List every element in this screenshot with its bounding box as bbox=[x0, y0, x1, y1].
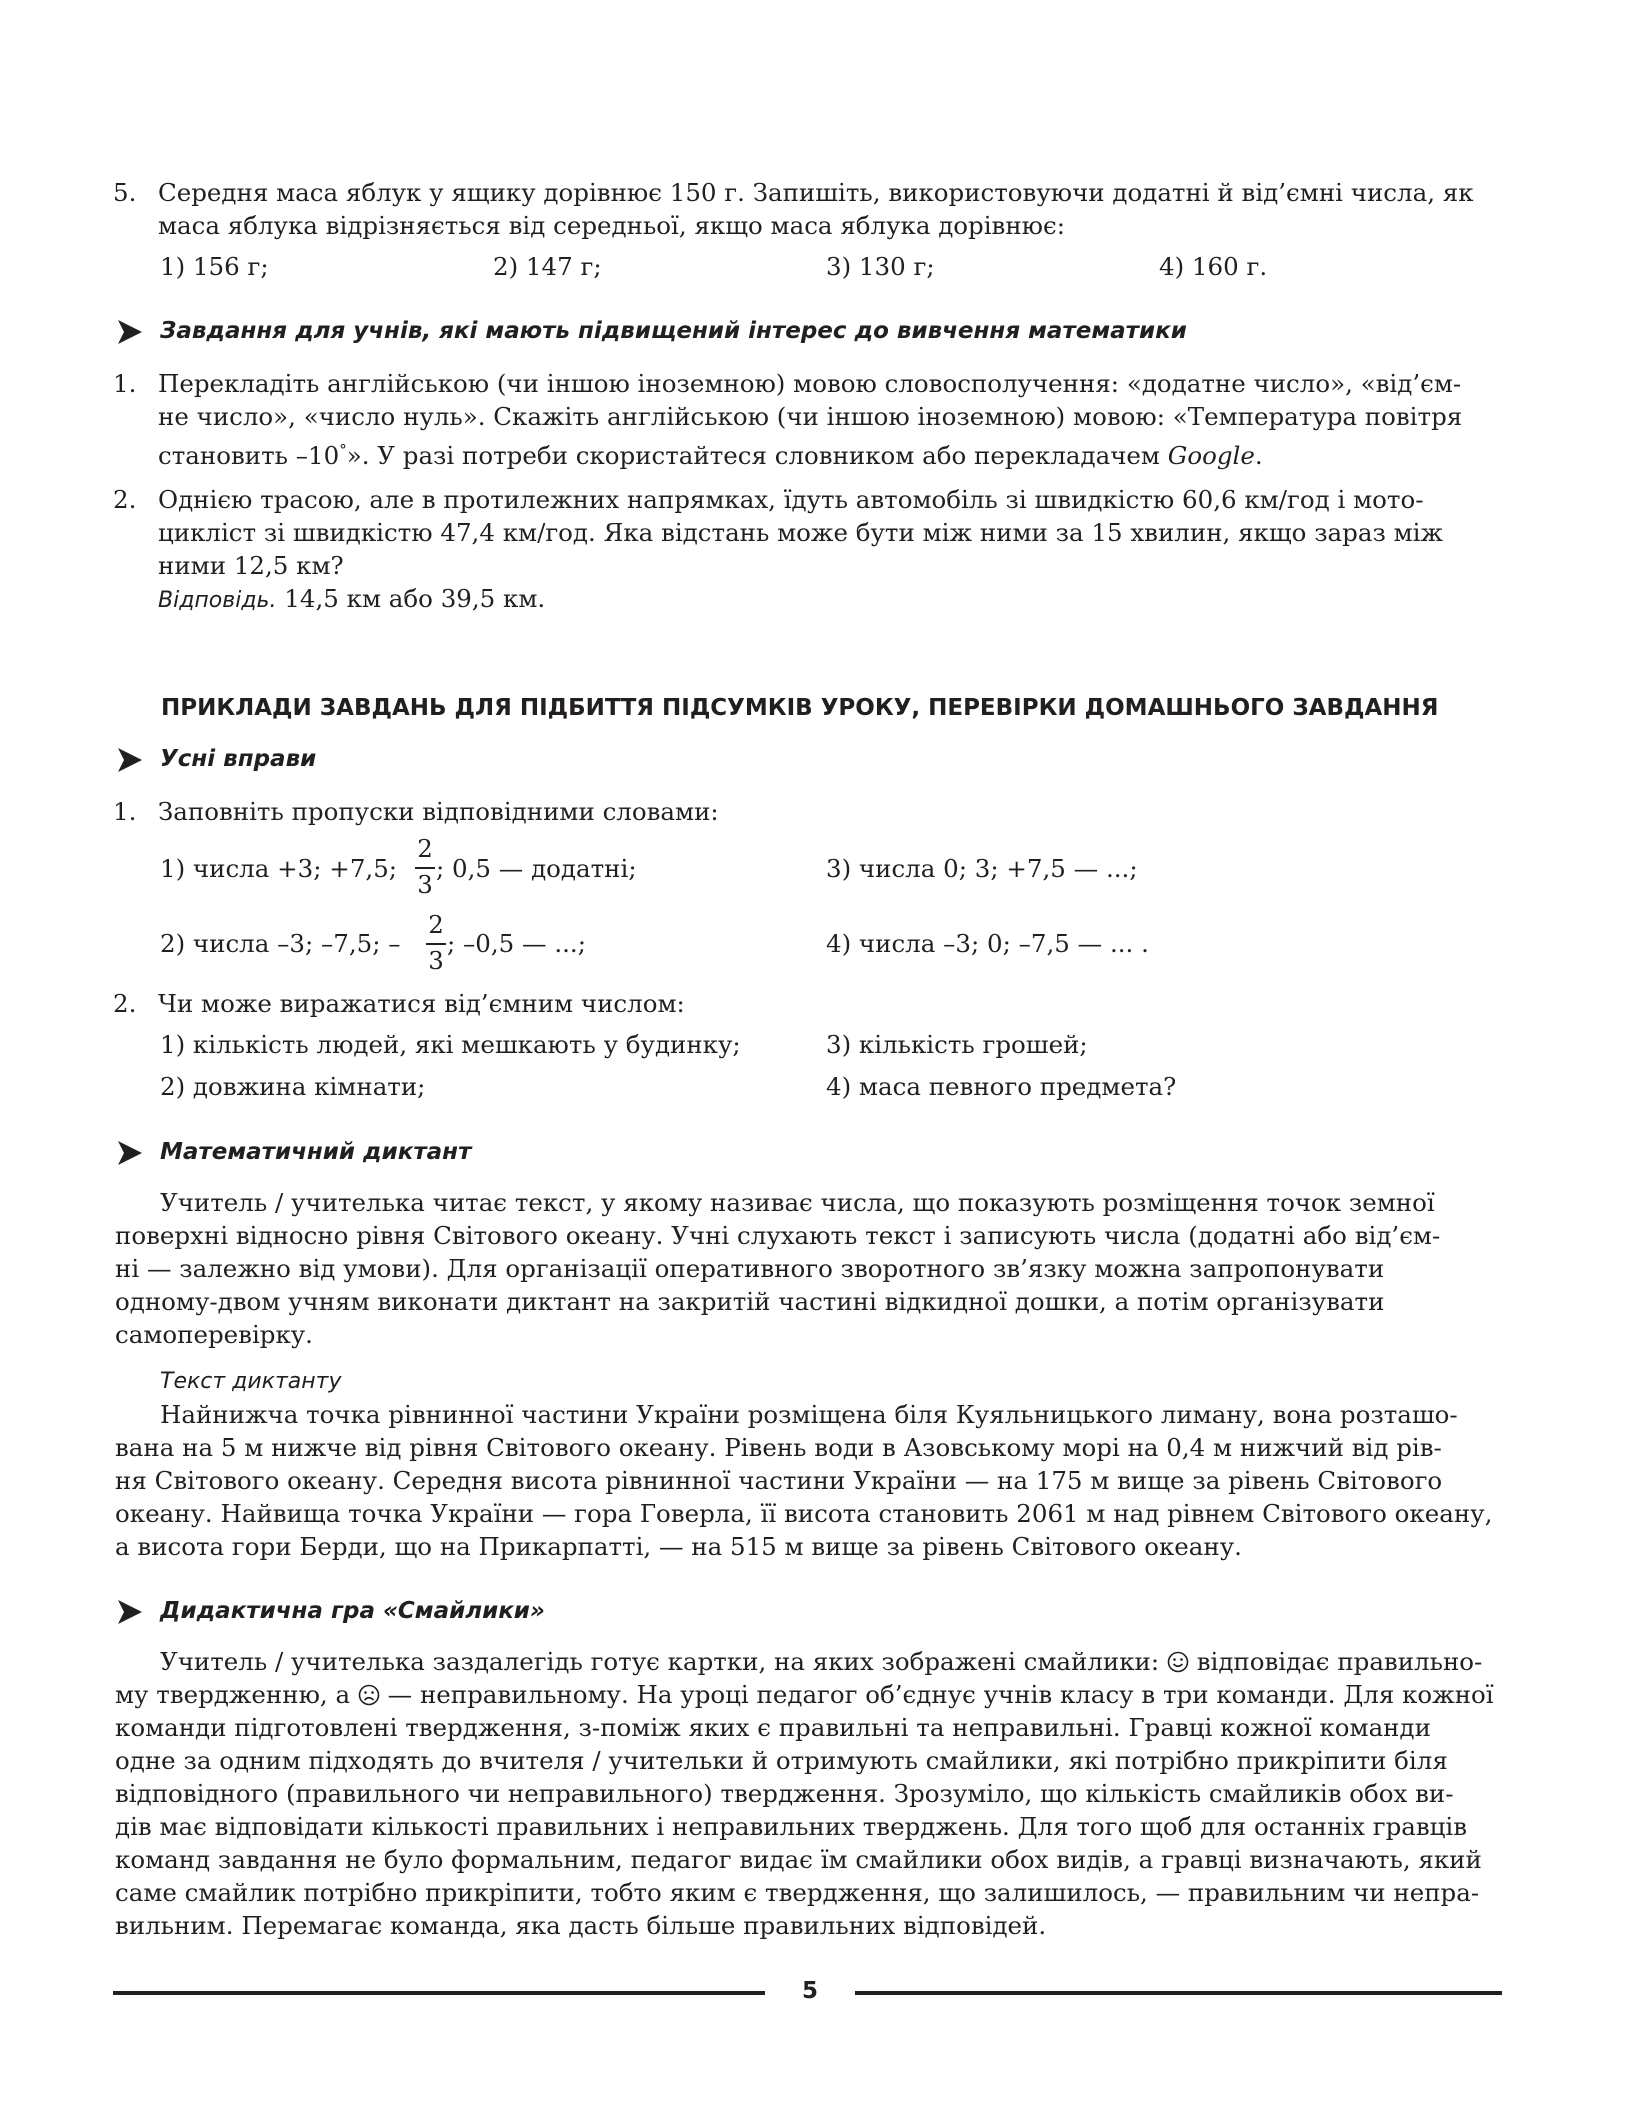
advanced-task1-line-2: не число», «число нуль». Скажіть англійською (чи іншою іноземною) мовою: «Температура повітря bbox=[158, 402, 1463, 431]
advanced-task1-line-3-text: ». У разі потреби скористайтеся словником або перекладачем bbox=[346, 441, 1168, 471]
game-paragraph-line: саме смайлик потрібно прикріпити, тобто яким є твердження, що залишилось, — правильним чи непра- bbox=[115, 1878, 1480, 1907]
arrow-bullet-icon bbox=[115, 317, 145, 347]
fraction-denominator: 3 bbox=[428, 946, 444, 975]
answer-text: 14,5 км або 39,5 км. bbox=[276, 584, 546, 613]
task5-option-4: 4) 160 г. bbox=[1159, 252, 1268, 281]
advanced-heading: Завдання для учнів, які мають підвищений інтерес до вивчення математики bbox=[160, 318, 1187, 344]
dictation-paragraph-line: ні — залежно від умови). Для організації оперативного зворотного зв’язку можна запропонувати bbox=[115, 1254, 1385, 1283]
temperature-text: становить –10 bbox=[158, 441, 340, 471]
oral-task2-item2: 2) довжина кімнати; bbox=[160, 1072, 426, 1101]
arrow-bullet-icon bbox=[115, 745, 145, 775]
game-paragraph-line: дів має відповідати кількості правильних і неправильних тверджень. Для того щоб для останніх гравців bbox=[115, 1812, 1468, 1841]
advanced-task2-line-2: цикліст зі швидкістю 47,4 км/год. Яка відстань може бути між ними за 15 хвилин, якщо зараз між bbox=[158, 518, 1444, 547]
fraction-denominator: 3 bbox=[417, 870, 433, 899]
page-number: 5 bbox=[801, 1978, 818, 2004]
fraction-numerator: 2 bbox=[428, 910, 444, 939]
fraction-numerator: 2 bbox=[417, 834, 433, 863]
fraction-bar bbox=[415, 867, 435, 869]
game-paragraph-line: одне за одним підходять до вчителя / учительки й отримують смайлики, які потрібно прикріпити біля bbox=[115, 1746, 1448, 1775]
game-paragraph-line: відповідного (правильного чи неправильного) твердження. Зрозуміло, що кількість смайликів обох ви- bbox=[115, 1779, 1454, 1808]
dictation-paragraph-line: Учитель / учителька читає текст, у якому називає числа, що показують розміщення точок земної bbox=[160, 1188, 1435, 1217]
oral-task2-text: Чи може виражатися від’ємним числом: bbox=[158, 989, 685, 1018]
dictation-text-title: Текст диктанту bbox=[160, 1369, 342, 1394]
game-paragraph-line: команд завдання не було формальним, педагог видає їм смайлики обох видів, а гравці визначають, який bbox=[115, 1845, 1482, 1874]
oral-task1-item1-b: ; 0,5 — додатні; bbox=[436, 854, 637, 883]
game-paragraph-line: команди підготовлені твердження, з-поміж яких є правильні та неправильні. Гравці кожної команди bbox=[115, 1713, 1431, 1742]
arrow-bullet-icon bbox=[115, 1597, 145, 1627]
oral-task1-item4: 4) числа –3; 0; –7,5 — ... . bbox=[826, 929, 1149, 958]
arrow-bullet-icon bbox=[115, 1138, 145, 1168]
oral-task1-number: 1. bbox=[113, 797, 137, 826]
oral-task1-text: Заповніть пропуски відповідними словами: bbox=[158, 797, 719, 826]
dictation-heading: Математичний диктант bbox=[160, 1139, 472, 1165]
dictation-text-line: Найнижча точка рівнинної частини України розміщена біля Куяльницького лиману, вона розташо- bbox=[160, 1400, 1458, 1429]
task5-option-3: 3) 130 г; bbox=[826, 252, 935, 281]
dictation-paragraph-line: самоперевірку. bbox=[115, 1320, 313, 1349]
answer-label: Відповідь. bbox=[158, 588, 277, 613]
advanced-task2-answer bbox=[158, 582, 545, 618]
dictation-text-line: а висота гори Берди, що на Прикарпатті, — на 515 м вище за рівень Світового океану. bbox=[115, 1532, 1242, 1561]
dictation-paragraph-line: одному-двом учням виконати диктант на закритій частині відкидної дошки, а потім організувати bbox=[115, 1287, 1385, 1316]
dictation-text-line: ня Світового океану. Середня висота рівнинної частини України — на 175 м вище за рівень Світового bbox=[115, 1466, 1443, 1495]
smiley-sad-icon bbox=[358, 1684, 380, 1706]
task5-number: 5. bbox=[113, 178, 137, 207]
task5-option-2: 2) 147 г; bbox=[493, 252, 602, 281]
game-paragraph-line bbox=[160, 1645, 1482, 1679]
dictation-paragraph-line: поверхні відносно рівня Світового океану. Учні слухають текст і записують числа (додатні або від’єм- bbox=[115, 1221, 1441, 1250]
oral-task2-item3: 3) кількість грошей; bbox=[826, 1030, 1088, 1059]
smiley-happy-icon bbox=[1167, 1651, 1189, 1673]
advanced-task1-number: 1. bbox=[113, 369, 137, 398]
game-paragraph-line bbox=[115, 1678, 1494, 1712]
game-heading: Дидактична гра «Смайлики» bbox=[160, 1598, 545, 1624]
task5-option-1: 1) 156 г; bbox=[160, 252, 269, 281]
advanced-task1-line-1: Перекладіть англійською (чи іншою іноземною) мовою словосполучення: «додатне число», «від’єм- bbox=[158, 369, 1462, 398]
dictation-text-line: вана на 5 м нижче від рівня Світового океану. Рівень води в Азовському морі на 0,4 м нижчий від рів- bbox=[115, 1433, 1442, 1462]
section-title: ПРИКЛАДИ ЗАВДАНЬ ДЛЯ ПІДБИТТЯ ПІДСУМКІВ УРОКУ, ПЕРЕВІРКИ ДОМАШНЬОГО ЗАВДАННЯ bbox=[161, 695, 1439, 721]
advanced-task1-line-3 bbox=[158, 433, 1263, 473]
footer-rule-left bbox=[113, 1991, 765, 1995]
footer-rule-right bbox=[855, 1991, 1502, 1995]
game-line-2-end: — неправильному. На уроці педагог об’єднує учнів класу в три команди. Для кожної bbox=[379, 1680, 1494, 1709]
google-text: Google bbox=[1167, 441, 1255, 471]
game-line-1-start: Учитель / учителька заздалегідь готує картки, на яких зображені смайлики: bbox=[160, 1647, 1167, 1676]
task5-line-2: маса яблука відрізняється від середньої, якщо маса яблука дорівнює: bbox=[158, 211, 1065, 240]
advanced-task1-line-3-end: . bbox=[1254, 441, 1263, 471]
game-paragraph-line: вильним. Перемагає команда, яка дасть більше правильних відповідей. bbox=[115, 1911, 1047, 1940]
oral-task1-item2-b: ; –0,5 — ...; bbox=[447, 929, 586, 958]
advanced-task2-number: 2. bbox=[113, 485, 137, 514]
game-line-1-end: відповідає правильно- bbox=[1188, 1647, 1483, 1676]
advanced-task2-line-1: Однією трасою, але в протилежних напрямках, їдуть автомобіль зі швидкістю 60,6 км/год і мото- bbox=[158, 485, 1424, 514]
dictation-text-line: океану. Найвища точка України — гора Говерла, її висота становить 2061 м над рівнем Світового океану, bbox=[115, 1499, 1493, 1528]
oral-heading: Усні вправи bbox=[160, 746, 317, 772]
task5-line-1: Середня маса яблук у ящику дорівнює 150 г. Запишіть, використовуючи додатні й від’ємні числа, як bbox=[158, 178, 1474, 207]
fraction-bar bbox=[426, 943, 446, 945]
oral-task2-number: 2. bbox=[113, 989, 137, 1018]
oral-task1-item1-a: 1) числа +3; +7,5; bbox=[160, 854, 398, 883]
oral-task1-item3: 3) числа 0; 3; +7,5 — ...; bbox=[826, 854, 1138, 883]
oral-task2-item4: 4) маса певного предмета? bbox=[826, 1072, 1177, 1101]
degree-sign: ° bbox=[339, 441, 347, 459]
oral-task1-item2-a: 2) числа –3; –7,5; – bbox=[160, 929, 401, 958]
game-line-2-start: му твердженню, а bbox=[115, 1680, 358, 1709]
advanced-task2-line-3: ними 12,5 км? bbox=[158, 551, 344, 580]
oral-task2-item1: 1) кількість людей, які мешкають у будинку; bbox=[160, 1030, 741, 1059]
